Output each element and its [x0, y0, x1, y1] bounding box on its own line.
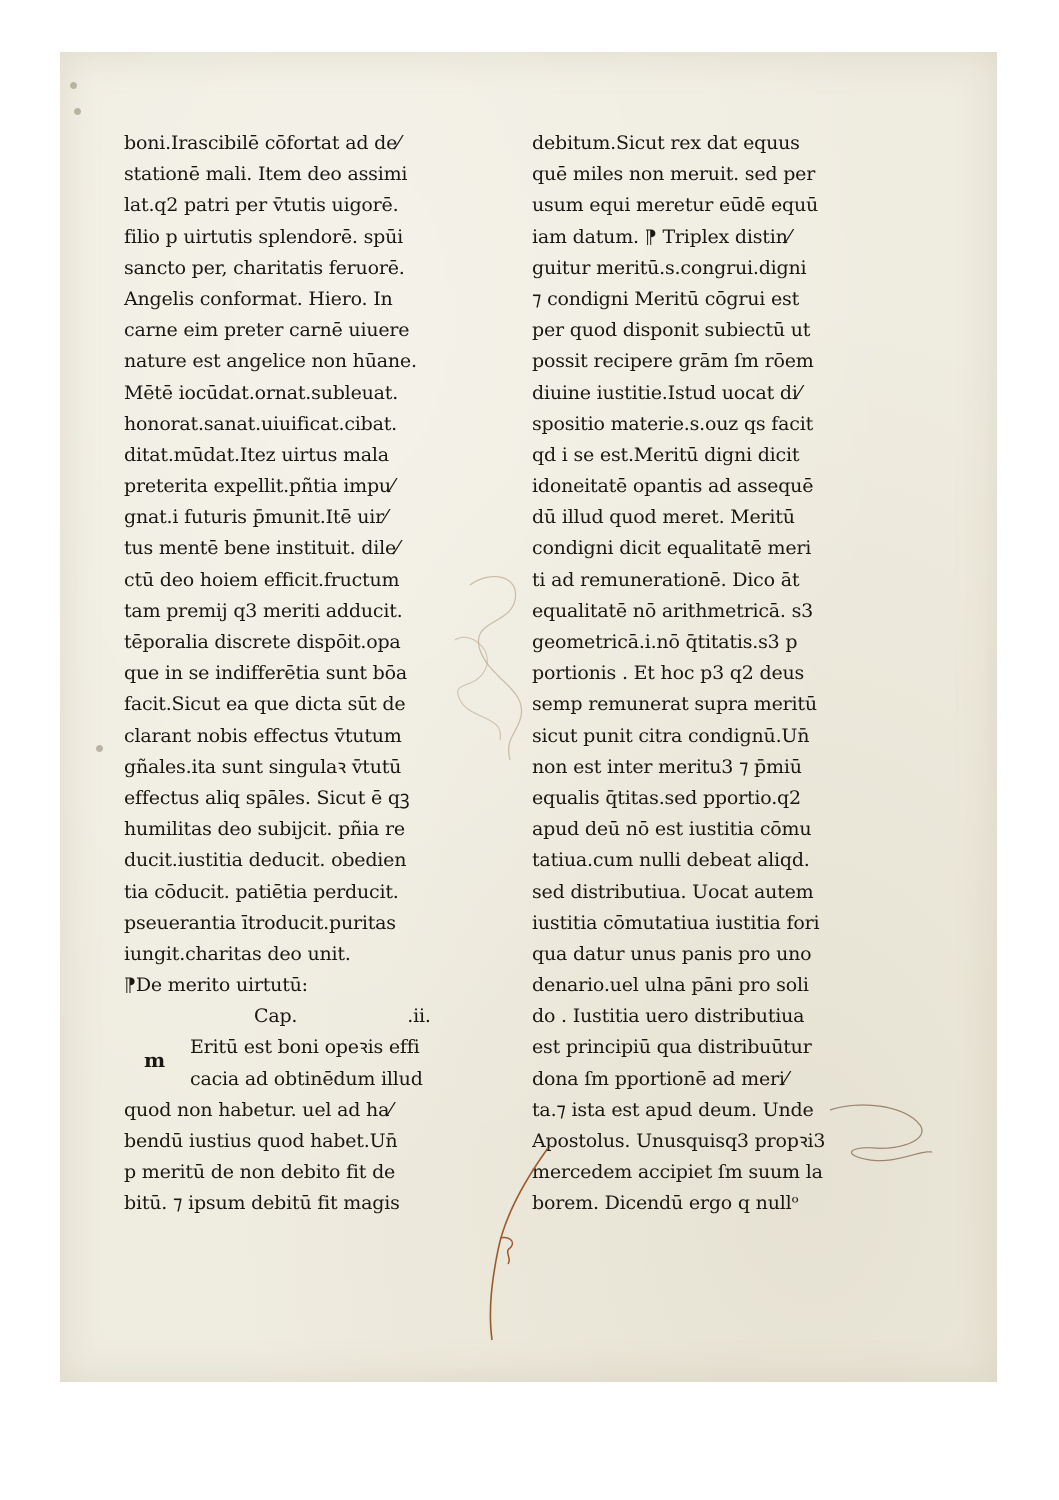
text-line: p meritū de non debito fit de: [124, 1161, 396, 1184]
text-line: honorat.sanat.uiuificat.cibat.: [124, 412, 398, 435]
text-line: ditat.mūdat.Itez uirtus mala: [124, 443, 389, 466]
text-line: iungit.charitas deo unit.: [124, 942, 351, 965]
text-line: lat.q2 patri per v̄tutis uigorē.: [124, 194, 399, 217]
text-line: geometricā.i.nō q̄titatis.s3 p: [532, 631, 798, 653]
text-line: boni.Irascibilē cōfortat ad de⁄: [124, 132, 401, 154]
text-line: tam premij q3 meriti adducit.: [124, 599, 403, 622]
text-line: pseuerantia ītroducit.puritas: [124, 911, 396, 934]
text-line: ta.⁊ ista est apud deum. Unde: [532, 1098, 814, 1121]
text-line: diuine iustitie.Istud uocat di⁄: [532, 381, 801, 404]
text-line: humilitas deo subijcit. pñia re: [124, 818, 405, 841]
text-line: carne eim preter carnē uiuere: [124, 319, 410, 342]
text-line: tia cōducit. patiētia perducit.: [124, 880, 399, 903]
binding-hole: [96, 745, 103, 752]
text-line: qd i se est.Meritū digni dicit: [532, 443, 800, 466]
text-line: sicut punit citra condignū.Un̄: [532, 724, 810, 747]
chapter-line: [124, 1001, 484, 1032]
text-line: equalis q̄titas.sed pportio.q2: [532, 786, 801, 809]
text-line: tus mentē bene instituit. dile⁄: [124, 537, 399, 560]
text-line: gñales.ita sunt singulaꝛ v̄tutū: [124, 755, 402, 778]
chapter-number: .ii.: [407, 1005, 431, 1028]
text-line: dū illud quod meret. Meritū: [532, 506, 795, 529]
text-line: iam datum. ⁋ Triplex distin⁄: [532, 225, 791, 248]
text-line: stationē mali. Item deo assimi: [124, 163, 408, 186]
text-line: iustitia cōmutatiua iustitia fori: [532, 911, 820, 934]
text-line: dona ſm pportionē ad meri⁄: [532, 1067, 788, 1090]
text-line: apud deū nō est iustitia cōmu: [532, 818, 812, 841]
text-line: portionis . Et hoc p3 q2 deus: [532, 662, 805, 685]
text-line: guitur meritū.s.congrui.digni: [532, 256, 807, 279]
text-line: borem. Dicendū ergo q nullᵒ: [532, 1192, 799, 1215]
text-line: effectus aliq spāles. Sicut ē qꝫ: [124, 786, 410, 809]
text-line: ti ad remunerationē. Dico āt: [532, 568, 800, 591]
binding-hole: [70, 82, 77, 89]
text-line: usum equi meretur eūdē equū: [532, 194, 819, 217]
text-line: preterita expellit.pñtia impu⁄: [124, 475, 394, 498]
text-line: do . Iustitia uero distributiua: [532, 1005, 805, 1028]
text-line: cacia ad obtinēdum illud: [190, 1067, 423, 1090]
paragraph-mark-icon: ⁋: [124, 974, 136, 997]
text-line: idoneitatē opantis ad assequē: [532, 475, 814, 498]
chapter-label: Cap.: [254, 1005, 298, 1028]
text-line: spositio materie.s.ouz qs facit: [532, 412, 814, 435]
text-line: Apostolus. Unusquisq3 propꝛi3: [532, 1130, 826, 1152]
text-line: mercedem accipiet ſm suum la: [532, 1161, 823, 1184]
text-line: per quod disponit subiectū ut: [532, 319, 811, 342]
text-line: clarant nobis effectus v̄tutum: [124, 724, 402, 747]
right-text-column: [532, 128, 892, 1220]
text-line: tatiua.cum nulli debeat aliqd.: [532, 849, 810, 872]
text-line: equalitatē nō arithmetricā. s3: [532, 599, 814, 622]
text-line: Mētē iocūdat.ornat.subleuat.: [124, 381, 399, 404]
text-line: quod non habetur. uel ad ha⁄: [124, 1098, 393, 1121]
text-line: semp remunerat supra meritū: [532, 693, 817, 716]
text-line: bendū iustius quod habet.Un̄: [124, 1130, 398, 1152]
text-line: possit recipere grām ſm rōem: [532, 350, 814, 373]
text-line: Angelis conformat. Hiero. In: [124, 287, 393, 310]
guide-letter: m: [144, 1048, 166, 1072]
text-line: qua datur unus panis pro uno: [532, 942, 812, 965]
text-line: ⁊ condigni Meritū cōgrui est: [532, 287, 800, 310]
text-line: filio p uirtutis splendorē. spūi: [124, 225, 404, 248]
text-line: non est inter meritu3 ⁊ p̄miū: [532, 755, 802, 778]
text-line: bitū. ⁊ ipsum debitū fit magis: [124, 1192, 400, 1215]
section-heading: [124, 970, 484, 1001]
left-text-column: [124, 128, 484, 1220]
text-line: Eritū est boni opeꝛis effi: [190, 1036, 420, 1059]
text-line: que in se indifferētia sunt bōa: [124, 662, 407, 685]
text-line: nature est angelice non hūane.: [124, 350, 417, 373]
text-line: sed distributiua. Uocat autem: [532, 880, 814, 903]
text-line: gnat.i futuris p̄munit.Itē uir⁄: [124, 506, 388, 529]
text-line: debitum.Sicut rex dat equus: [532, 132, 800, 154]
text-line: quē miles non meruit. sed per: [532, 163, 816, 186]
text-line: tēporalia discrete dispōit.opa: [124, 631, 401, 653]
text-line: condigni dicit equalitatē meri: [532, 537, 812, 560]
text-line: ctū deo hoiem efficit.fructum: [124, 568, 400, 591]
text-line: facit.Sicut ea que dicta sūt de: [124, 693, 406, 716]
text-line: ducit.iustitia deducit. obedien: [124, 849, 407, 872]
binding-hole: [74, 108, 81, 115]
heading-text: De merito uirtutū:: [135, 974, 308, 997]
text-line: denario.uel ulna pāni pro soli: [532, 974, 809, 997]
text-line: est principiū qua distribuūtur: [532, 1036, 812, 1059]
text-line: sancto per, charitatis feruorē.: [124, 256, 405, 279]
